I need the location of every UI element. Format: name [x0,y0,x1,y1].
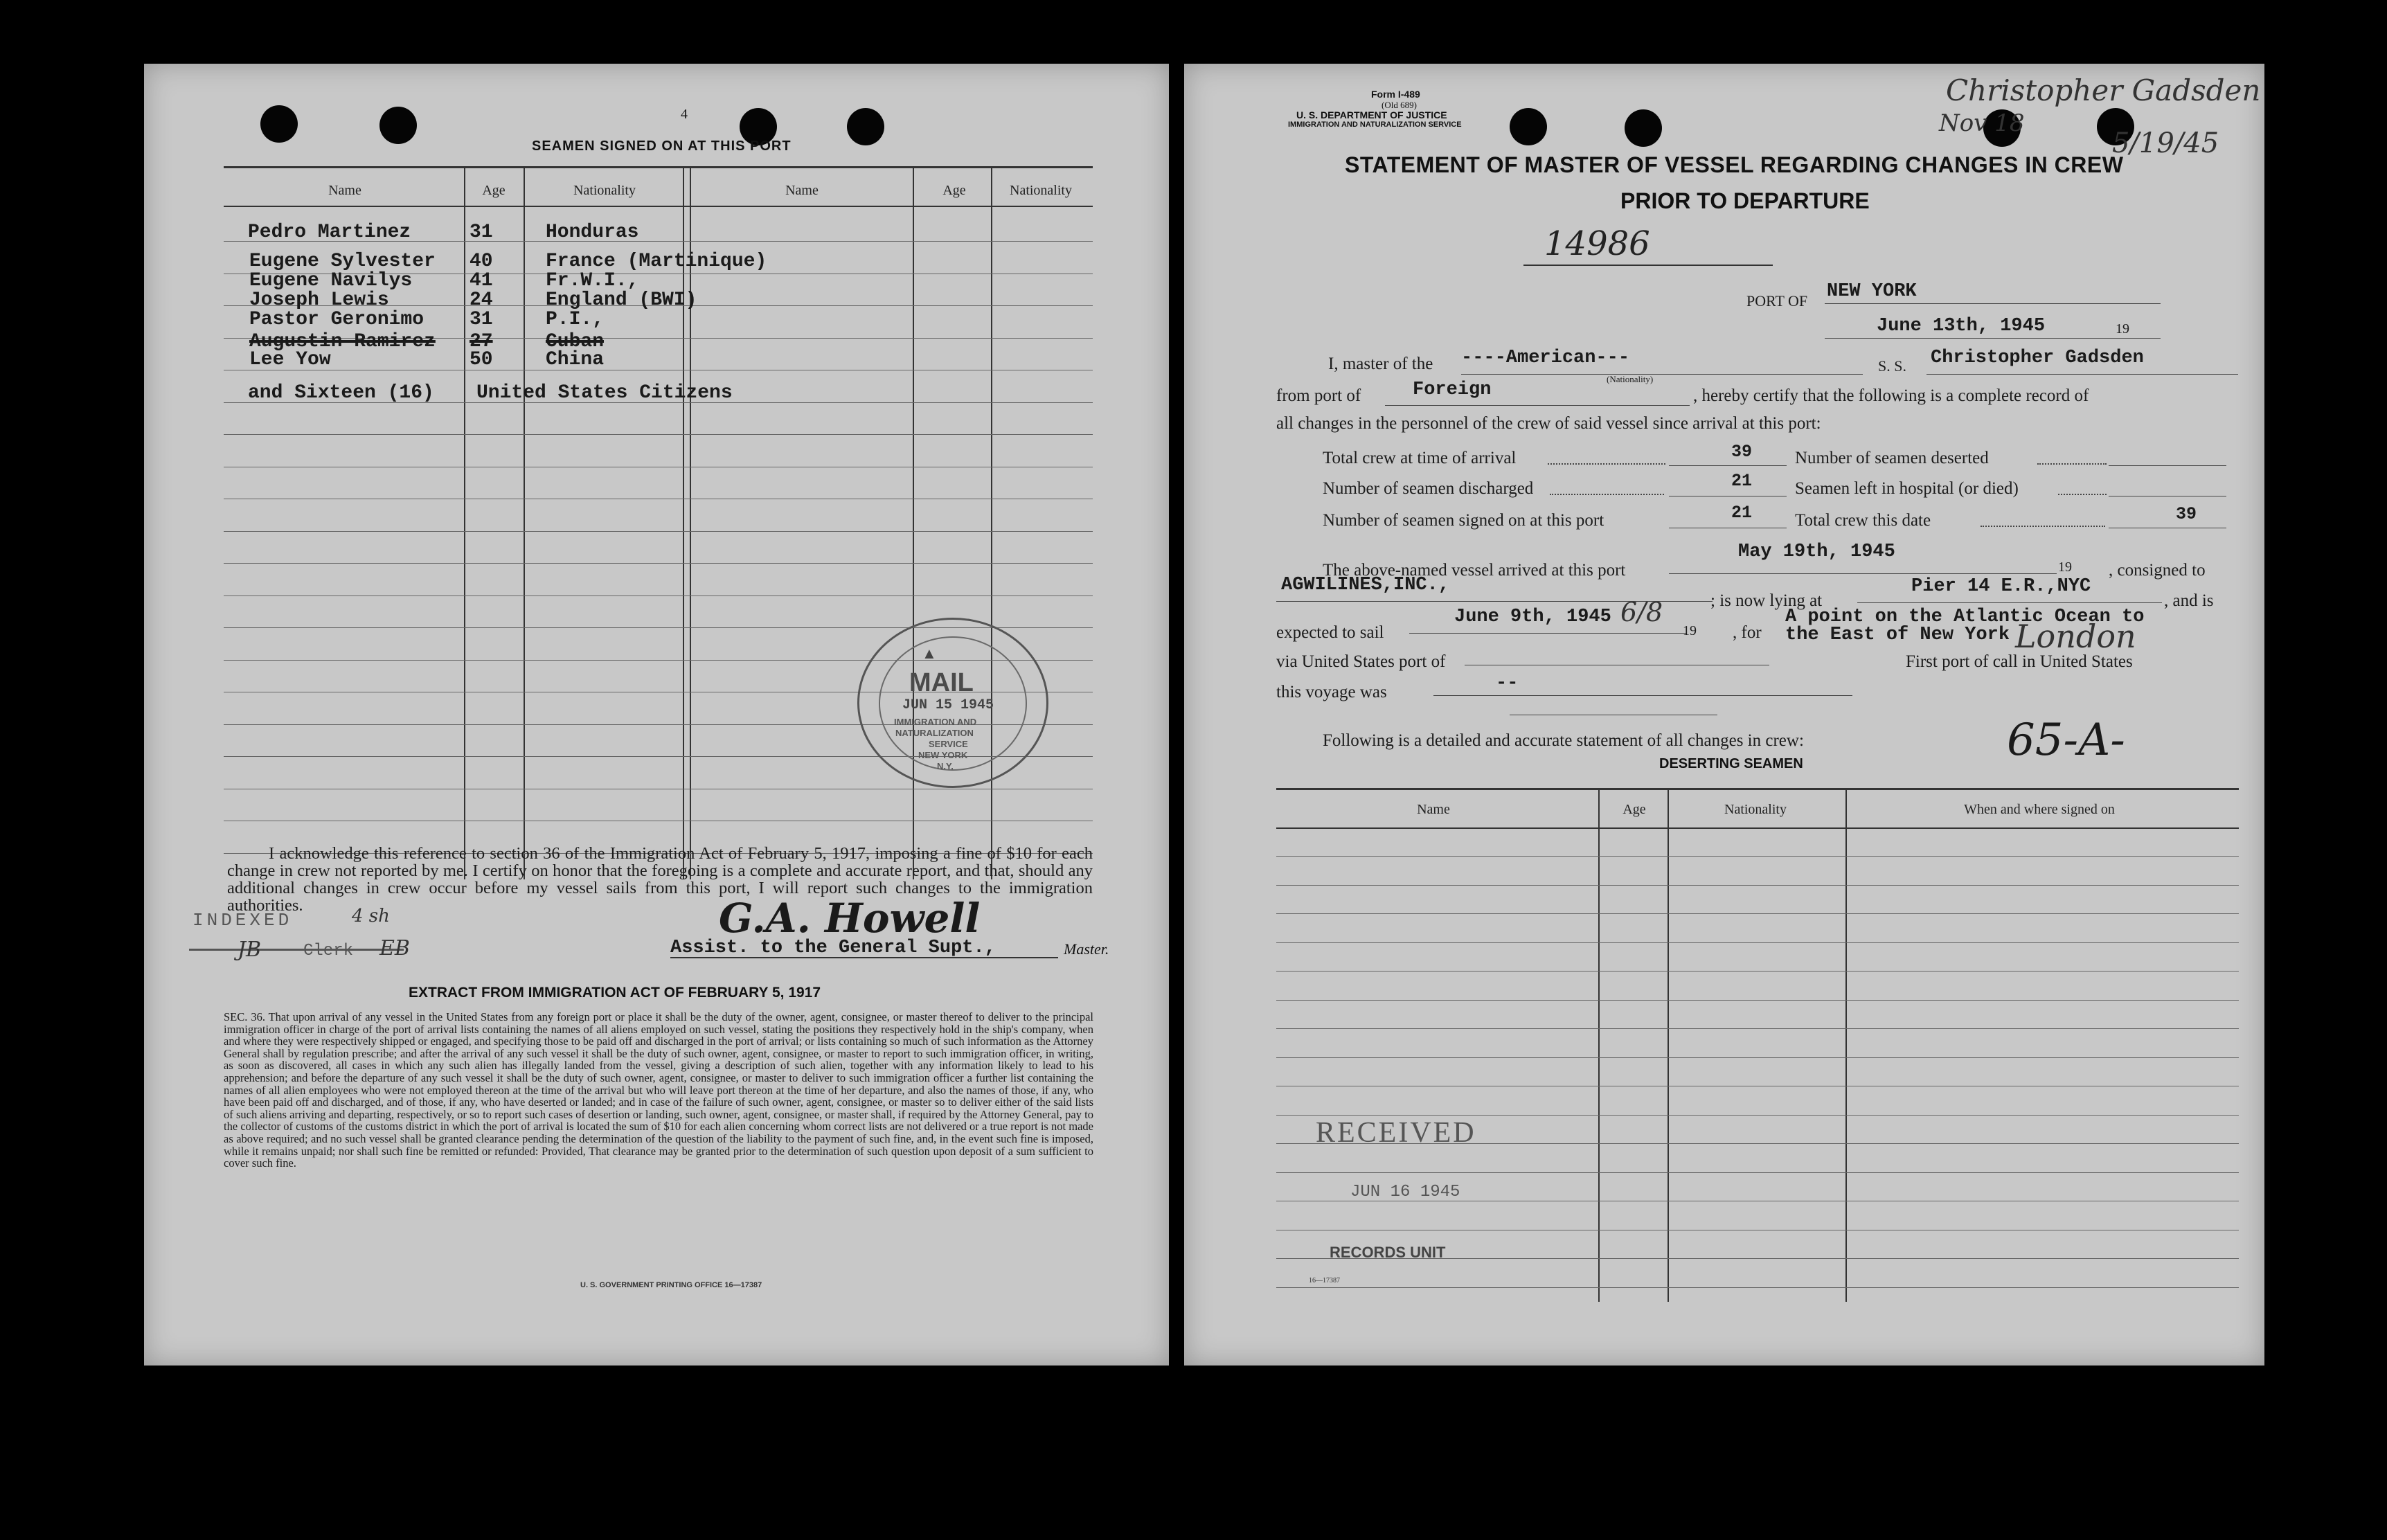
punch-hole [379,107,417,144]
stamp-text: SERVICE [929,739,968,749]
desert-table-header-rule [1276,827,2239,829]
leader-dots [2058,493,2107,495]
records-unit: RECORDS UNIT [1330,1244,1446,1261]
desert-row-line [1276,885,2239,886]
total-crew-arrival-value: 39 [1731,442,1753,462]
desert-header-nationality: Nationality [1724,802,1787,817]
form-code: 16—17387 [1309,1277,1340,1284]
master-signature: G.A. Howell [719,895,981,942]
seaman-nationality: England (BWI) [546,289,697,311]
table-header-rule [224,206,1093,207]
punch-hole [847,108,884,145]
voyage-line [1433,695,1852,696]
received-date: JUN 16 1945 [1350,1183,1460,1201]
arrived-line [1669,573,2057,574]
stat-line [2109,465,2226,466]
sail-year: 19 [1683,623,1697,638]
column-header-nationality: Nationality [573,183,636,198]
from-port-value: Foreign [1413,379,1492,400]
consigned-label: , consigned to [2109,561,2206,580]
port-line [1825,303,2161,304]
signature-title: Assist. to the General Supt., [670,938,996,958]
via-label: via United States port of [1276,652,1446,671]
table-row-line [224,434,1093,435]
following-label: Following is a detailed and accurate statement of all changes in crew: [1323,731,1804,750]
leader-dots [1981,525,2105,527]
lying-value: Pier 14 E.R.,NYC [1911,576,2091,597]
desert-table-top [1276,788,2239,790]
via-line [1465,664,1769,665]
stamp-text: NEW YORK [918,750,968,760]
stamp-date: JUN 15 1945 [902,697,994,713]
right-page [1184,64,2264,1366]
arrived-value: May 19th, 1945 [1738,541,1895,562]
desert-row-line [1276,1028,2239,1029]
form-number: Form I-489 [1371,89,1420,100]
deserted-label: Number of seamen deserted [1795,449,1989,467]
seaman-age: 41 [470,270,493,292]
indexed-stamp: INDEXED [193,910,293,931]
table-row [144,222,1169,242]
certify-text: , hereby certify that the following is a complete record of [1693,386,2089,405]
vessel-value: Christopher Gadsden [1931,348,2144,368]
total-crew-arrival-label: Total crew at time of arrival [1323,449,1517,467]
nationality-caption: (Nationality) [1607,374,1654,384]
port-label: PORT OF [1746,292,1808,310]
stamp-text: NATURALIZATION [895,728,974,738]
column-header-name: Name [785,183,819,198]
stat-line [1669,527,1787,528]
leader-dots [1550,493,1664,495]
department-name: U. S. DEPARTMENT OF JUSTICE [1296,109,1447,120]
table-top-rule [224,166,1093,168]
arrow-up-icon: ▲ [922,645,937,662]
desert-header-when-where: When and where signed on [1964,802,2115,817]
acknowledgment-text: I acknowledge this reference to section 36 of the Immigration Act of February 5, 1917, imposing a fine of $10 for each change in crew not reported by me. I certify on honor that the foregoing is a complete and accurate report, and that, should any additional changes in crew occur before my vessel sails from this port, I will report such changes to the immigration authorities. [227,844,1093,915]
stat-line [2109,495,2226,496]
seaman-age: 24 [470,289,493,311]
seaman-age: 40 [470,251,493,272]
and-is-label: , and is [2164,591,2214,610]
service-name: IMMIGRATION AND NATURALIZATION SERVICE [1288,120,1462,129]
seaman-name: Lee Yow [249,349,331,370]
indexed-hand-note: 4 sh [352,906,390,926]
received-stamp: RECEIVED [1316,1117,1476,1149]
seaman-nationality: Cuban [546,331,605,352]
voyage-rule [1510,714,1717,715]
handwritten-code: 65-A- [2007,715,2125,766]
seaman-age: 31 [470,309,493,330]
number-underline [1523,265,1773,266]
desert-row-line [1276,856,2239,857]
sail-hand-date: 6/8 [1620,597,1663,627]
table-row [144,309,1169,330]
deserting-title: DESERTING SEAMEN [1659,756,1803,771]
discharged-value: 21 [1731,471,1753,491]
signed-on-value: 21 [1731,503,1753,523]
from-port-label: from port of [1276,386,1361,405]
master-label: Master. [1064,940,1109,958]
clerk-label: Clerk [303,942,354,960]
destination-line-1: A point on the Atlantic Ocean to [1785,607,2145,627]
lying-line [1857,602,2162,603]
seaman-name: and Sixteen (16) [248,382,434,404]
table-row [144,251,1169,271]
sail-value: June 9th, 1945 [1454,607,1611,627]
stat-line [1669,495,1787,496]
clerk-rule [189,949,404,951]
seaman-name: Eugene Sylvester [249,251,436,272]
seaman-name: Pedro Martinez [248,222,411,243]
leader-dots [2037,463,2107,465]
destination-line-2: the East of New York [1785,625,2010,645]
stamp-text: N.Y. [937,761,954,771]
seaman-nationality: United States Citizens [476,382,733,404]
desert-row-line [1276,942,2239,943]
sail-label: expected to sail [1276,623,1384,642]
seaman-age: 31 [470,222,493,243]
desert-header-age: Age [1622,802,1646,817]
sail-line [1409,632,1686,634]
desert-row-line [1276,1000,2239,1001]
seaman-nationality: P.I., [546,309,605,330]
hospital-label: Seamen left in hospital (or died) [1795,479,2019,498]
left-page [144,64,1169,1366]
form-old-number: (Old 689) [1382,100,1417,110]
seaman-name: Eugene Navilys [249,270,413,292]
port-value: NEW YORK [1827,281,1917,302]
stamp-text: IMMIGRATION AND [894,717,977,727]
seaman-nationality: Fr.W.I., [546,270,639,292]
nationality-value: ----American--- [1461,348,1630,368]
clerk-initials: EB [379,936,410,960]
voyage-label: this voyage was [1276,683,1387,701]
extract-text: SEC. 36. That upon arrival of any vessel in the United States from any foreign port or place it shall be the duty of the owner, agent, consignee, or master thereof to deliver to the principal immigration officer in charge of the port of arrival lists containing the names of all aliens employed on such vessel, stating the positions they respectively hold in the ship's company, when and where they were respectively shipped or engaged, and specifying those to be paid off and discharged in the port of arrival; or lists containing so much of such information as the Attorney General shall by regulation prescribe; and after the arrival of any such vessel it shall be the duty of such owner, agent, consignee, or master to report to such immigration officer, in writing, as soon as discovered, all cases in which any such alien has illegally landed from the vessel, giving a description of such alien, together with any information likely to lead to his apprehension; and before the departure of any such vessel it shall be the duty of such owner, agent, consignee, or master to deliver to such immigration officer a further list containing the names of all alien employees who were not employed thereon at the time of the arrival but who will leave port thereon at the time of her departure, and also the names of those, if any, who have been paid off and discharged, and of those, if any, who have deserted or landed; and in case of the failure of such owner, agent, consignee, or master so to deliver either of the said lists of such aliens arriving and departing, respectively, or so to report such cases of desertion or landing, such owner, agent, consignee, or master shall, if required by the Attorney General, pay to the collector of customs of the customs district in which the port of arrival is located the sum of $10 for each alien concerning whom correct lists are not delivered or a true report is not made as above required; and no such vessel shall be granted clearance pending the determination of the question of the liability to the payment of such fine, and, in the event such fine is imposed, while it remains unpaid; nor shall such fine be remitted or refunded: Provided, That clearance may be granted prior to the determination of such question upon deposit of a sum sufficient to cover such fine. [224,1010,1093,1170]
seaman-age: 50 [470,349,493,370]
for-label: , for [1733,623,1762,642]
seaman-nationality: China [546,349,605,370]
table-row-line [224,531,1093,532]
signed-on-label: Number of seamen signed on at this port [1323,511,1604,530]
column-header-nationality: Nationality [1010,183,1072,198]
column-header-age: Age [482,183,506,198]
punch-hole [1625,109,1662,147]
desert-row-line [1276,913,2239,914]
from-port-line [1385,404,1690,406]
date-line [1825,337,2161,339]
year-suffix: 19 [2116,321,2129,337]
total-crew-date-value: 39 [2176,504,2197,524]
section-title: SEAMEN SIGNED ON AT THIS PORT [532,138,792,154]
punch-hole [1510,108,1547,145]
desert-col-rule [1598,788,1600,1302]
table-row-line [224,563,1093,564]
arrived-label: The above-named vessel arrived at this port [1323,561,1626,580]
date-value: June 13th, 1945 [1877,316,2046,337]
mail-stamp [857,618,1048,788]
form-title: STATEMENT OF MASTER OF VESSEL REGARDING CHANGES IN CREW [1345,152,2124,177]
total-crew-date-label: Total crew this date [1795,511,1931,530]
nationality-line [1461,373,1863,375]
desert-col-rule [1668,788,1669,1302]
seaman-nationality: Honduras [546,222,639,243]
page-number: 4 [681,107,688,122]
printing-office: U. S. GOVERNMENT PRINTING OFFICE 16—17387 [580,1281,762,1289]
first-port-label: First port of call in United States [1906,652,2133,671]
desert-row-line [1276,971,2239,972]
handwritten-vessel-name: Christopher Gadsden [1946,73,2261,107]
seaman-name: Augustin Ramirez [249,331,436,352]
table-row [144,382,1169,403]
seaman-name: Pastor Geronimo [249,309,424,330]
handwritten-date: 5/19/45 [2112,127,2219,159]
seaman-nationality: France (Martinique) [546,251,767,272]
desert-row-line [1276,1115,2239,1116]
destination-hand: London [2015,618,2136,655]
handwritten-nov-mark: Nov 18 [1939,109,2025,137]
master-of-label: I, master of the [1328,355,1433,373]
desert-header-name: Name [1417,802,1450,817]
desert-col-rule [1845,788,1847,1302]
seaman-name: Joseph Lewis [249,289,389,311]
certify-text-2: all changes in the personnel of the crew of said vessel since arrival at this port: [1276,414,1821,433]
consignee-value: AGWILINES,INC., [1281,575,1450,596]
form-subtitle: PRIOR TO DEPARTURE [1620,188,1870,213]
clerk-hand-mark: JB [238,938,262,962]
voyage-value: -- [1496,673,1519,694]
desert-row-line [1276,1172,2239,1173]
stamp-mail-text: MAIL [909,668,974,697]
column-header-name: Name [328,183,361,198]
punch-hole [260,105,298,143]
column-header-age: Age [942,183,966,198]
leader-dots [1548,463,1665,465]
table-row [144,289,1169,310]
seaman-age: 27 [470,331,493,352]
stat-line [1669,465,1787,466]
lying-label: ; is now lying at [1710,591,1823,610]
vessel-line [1926,373,2238,375]
arrived-year: 19 [2058,559,2072,575]
table-row [144,270,1169,291]
extract-title: EXTRACT FROM IMMIGRATION ACT OF FEBRUARY 5, 1917 [409,985,821,1001]
discharged-label: Number of seamen discharged [1323,479,1534,498]
ss-label: S. S. [1878,357,1906,375]
table-row [144,349,1169,370]
handwritten-file-number: 14986 [1544,224,1650,263]
desert-row-line [1276,1057,2239,1058]
desert-row-line [1276,1287,2239,1288]
stat-line [2109,527,2226,528]
